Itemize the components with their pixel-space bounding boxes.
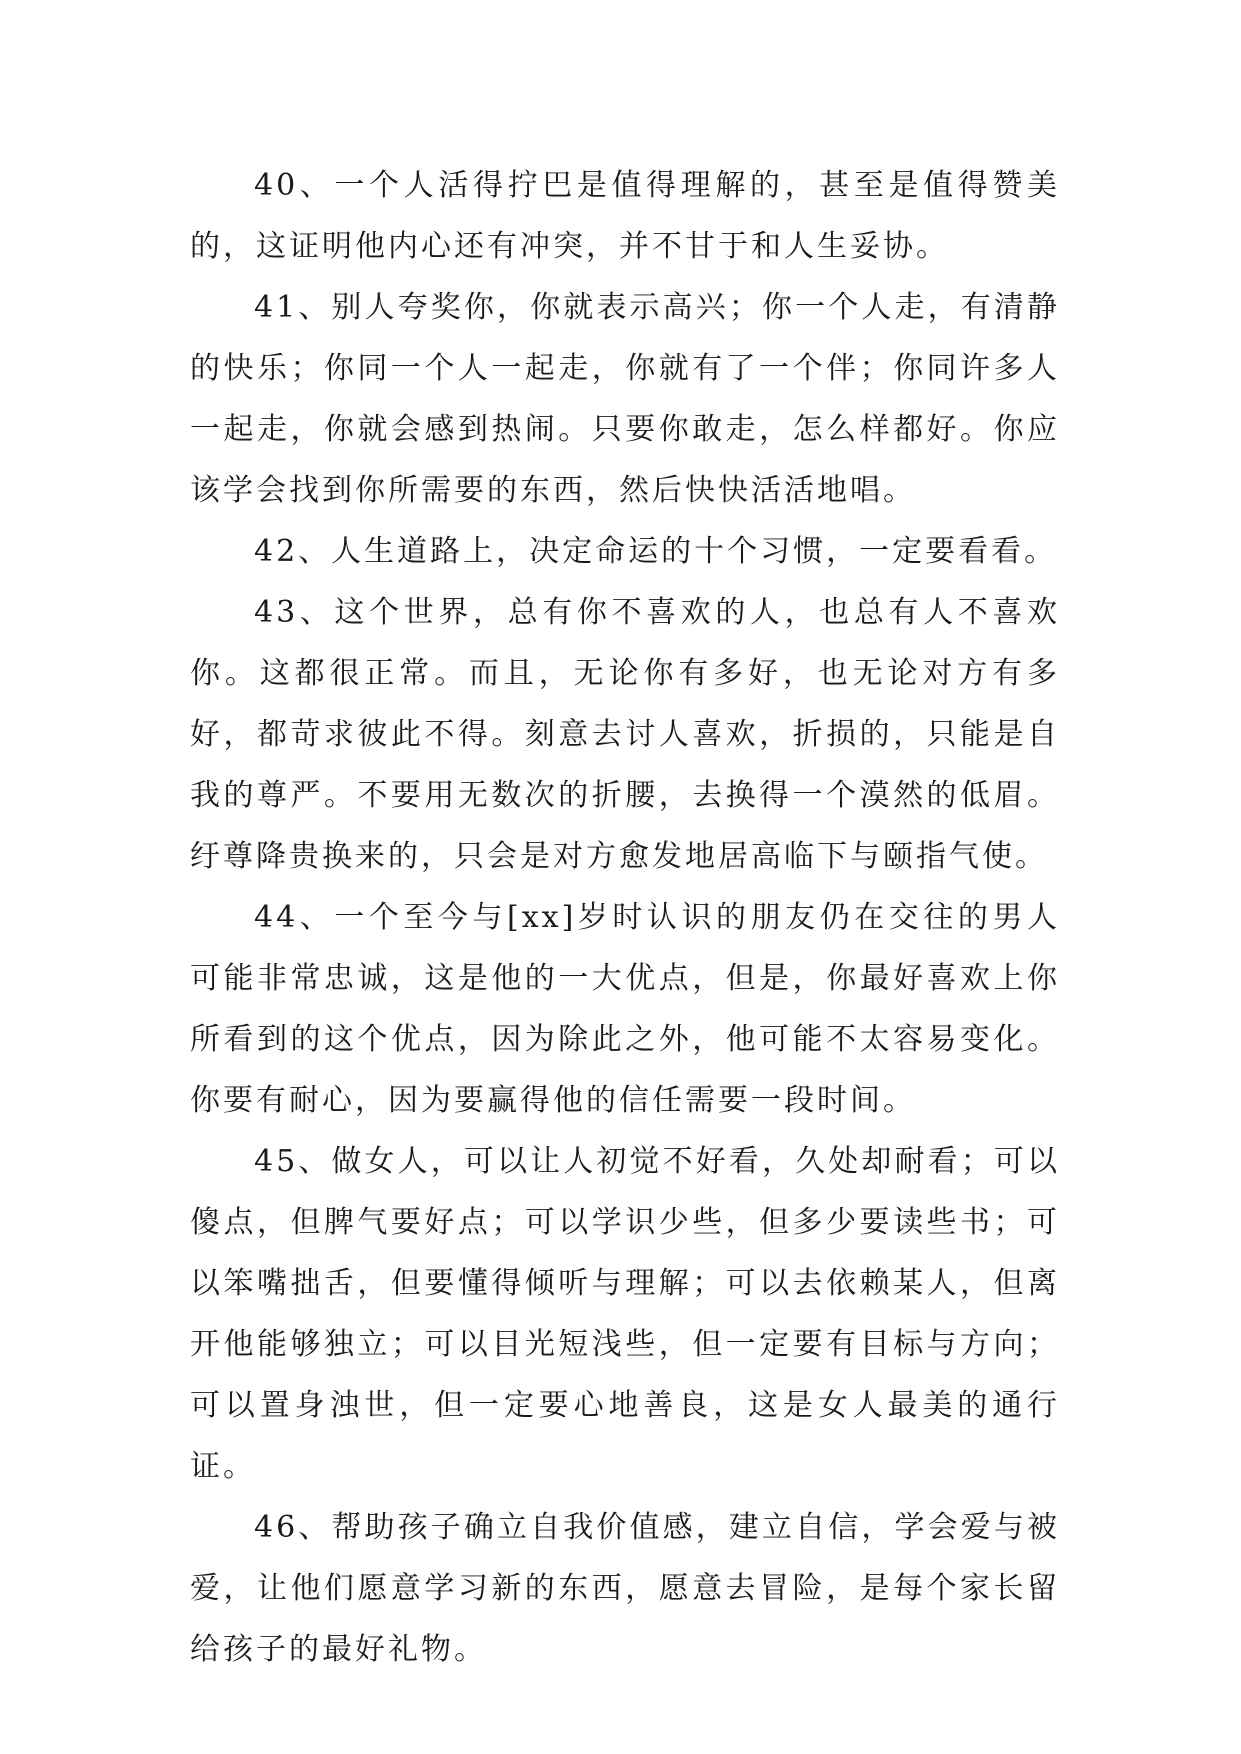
paragraph-41: 41、别人夸奖你，你就表示高兴；你一个人走，有清静的快乐；你同一个人一起走，你就有了一个伴；你同许多人一起走，你就会感到热闹。只要你敢走，怎么样都好。你应该学会找到你所需要的东西，然后快快活活地唱。 [190,290,1060,508]
paragraph-42: 42、人生道路上，决定命运的十个习惯，一定要看看。 [254,534,1058,569]
paragraph-46: 46、帮助孩子确立自我价值感，建立自信，学会爱与被爱，让他们愿意学习新的东西，愿意去冒险，是每个家长留给孩子的最好礼物。 [190,1510,1060,1667]
paragraph-43: 43、这个世界，总有你不喜欢的人，也总有人不喜欢你。这都很正常。而且，无论你有多好，也无论对方有多好，都苛求彼此不得。刻意去讨人喜欢，折损的，只能是自我的尊严。不要用无数次的折腰，去换得一个漠然的低眉。纡尊降贵换来的，只会是对方愈发地居高临下与颐指气使。 [190,595,1060,874]
paragraph-40: 40、一个人活得拧巴是值得理解的，甚至是值得赞美的，这证明他内心还有冲突，并不甘于和人生妥协。 [190,168,1060,264]
paragraph-44: 44、一个至今与[xx]岁时认识的朋友仍在交往的男人可能非常忠诚，这是他的一大优点，但是，你最好喜欢上你所看到的这个优点，因为除此之外，他可能不太容易变化。你要有耐心，因为要赢得他的信任需要一段时间。 [190,900,1060,1118]
paragraph-45: 45、做女人，可以让人初觉不好看，久处却耐看；可以傻点，但脾气要好点；可以学识少些，但多少要读些书；可以笨嘴拙舌，但要懂得倾听与理解；可以去依赖某人，但离开他能够独立；可以目光短浅些，但一定要有目标与方向；可以置身浊世，但一定要心地善良，这是女人最美的通行证。 [190,1144,1060,1484]
document-body [190,155,1060,1680]
